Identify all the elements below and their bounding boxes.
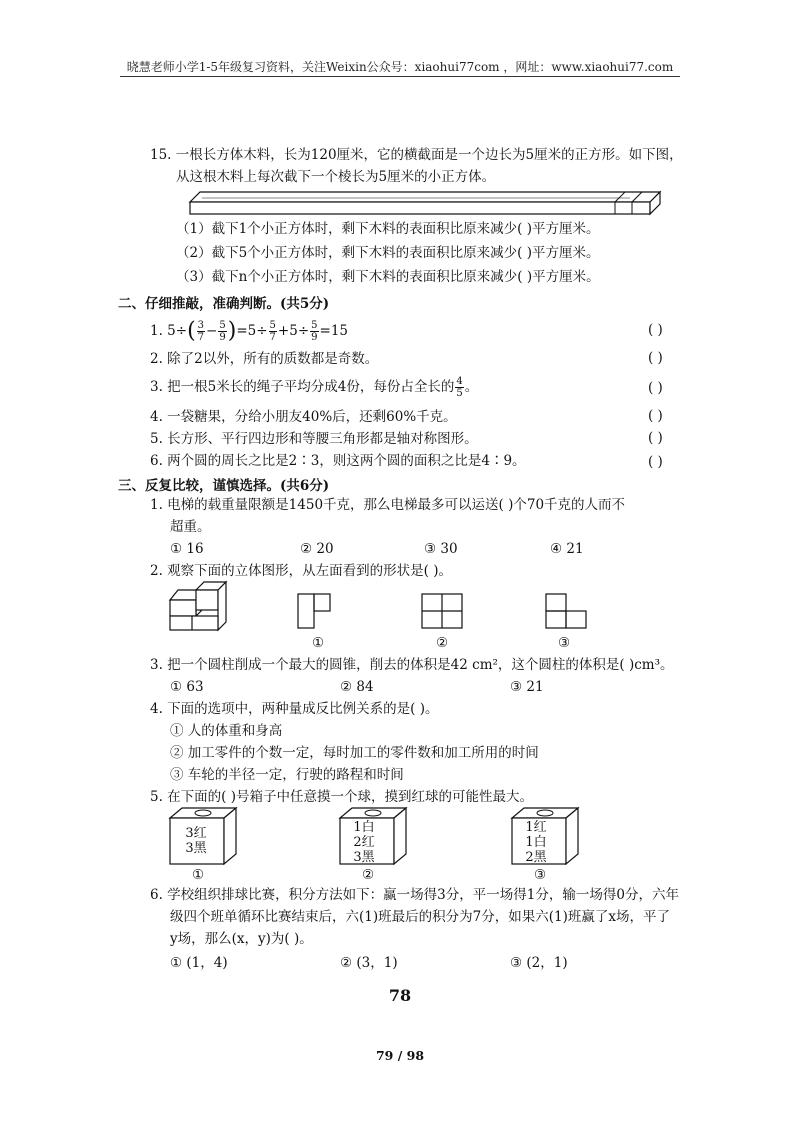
section2-title: 二、仔细推敲，准确判断。(共5分) [118,296,330,312]
judge-answer-6[interactable]: ( ) [648,454,663,470]
choice-q1-line1: 1. 电梯的载重量限额是1450千克，那么电梯最多可以运送( )个70千克的人而不 [150,497,626,513]
choice-q6-option-3[interactable]: ③ (2，1) [510,955,568,971]
judge-item-2: 2. 除了2以外，所有的质数都是奇数。 [150,351,379,367]
judge-answer-3[interactable]: ( ) [648,380,663,396]
judge-item-6: 6. 两个圆的周长之比是2∶3，则这两个圆的面积之比是4∶9。 [150,453,526,469]
choice-q5-text: 5. 在下面的( )号箱子中任意摸一个球，摸到红球的可能性最大。 [150,789,533,805]
ball-box-3-content: 1红 1白 2黑 [525,820,547,865]
judge-item-1: 1. 5÷( $\frac{3}{7}$ − $\frac{5}{9}$ )=5÷ $\frac{5}{7}$ +5÷ $\frac{5}{9}$ =15 [150,318,349,344]
choice-q6-option-2[interactable]: ② (3，1) [340,955,398,971]
wood-bar-figure [190,186,670,216]
view-option-2-label[interactable]: ② [436,635,449,651]
choice-q3-option-3[interactable]: ③ 21 [510,679,544,695]
cube-solid-figure [166,586,236,634]
choice-q1-line2: 超重。 [170,519,211,535]
section3-title: 三、反复比较，谨慎选择。(共6分) [118,478,330,494]
page-header: 晓慧老师小学1-5年级复习资料，关注Weixin公众号：xiaohui77com ，网址：www.xiaohui77.com [126,60,674,74]
page-footer: 79 / 98 [375,1048,425,1063]
judge-answer-2[interactable]: ( ) [648,350,663,366]
judge-answer-5[interactable]: ( ) [648,430,663,446]
ball-box-1-content: 3红 3黑 [185,826,207,856]
page-number: 78 [388,986,412,1005]
judge-item-4: 4. 一袋糖果，分给小朋友40%后，还剩60%千克。 [150,409,457,425]
choice-q6-option-1[interactable]: ① (1，4) [170,955,228,971]
choice-q3-text: 3. 把一个圆柱削成一个最大的圆锥，削去的体积是42 cm²，这个圆柱的体积是( )cm³。 [150,657,674,673]
q15-sub2: （2）截下5个小正方体时，剩下木料的表面积比原来减少( )平方厘米。 [176,245,600,261]
choice-q1-option-3[interactable]: ③ 30 [424,541,458,557]
choice-q6-line3: y场，那么(x，y)为( )。 [170,931,313,947]
judge-item-5: 5. 长方形、平行四边形和等腰三角形都是轴对称图形。 [150,431,478,447]
choice-q3-option-2[interactable]: ② 84 [340,679,374,695]
judge-answer-4[interactable]: ( ) [648,408,663,424]
header-divider [120,76,680,77]
ball-box-2-label[interactable]: ② [362,867,375,883]
choice-q3-option-1[interactable]: ① 63 [170,679,204,695]
choice-q4-option-3[interactable]: ③ 车轮的半径一定，行驶的路程和时间 [170,767,404,783]
q15-line2: 从这根木料上每次截下一个棱长为5厘米的小正方体。 [176,169,496,185]
view-option-2-figure [420,592,466,632]
choice-q1-option-4[interactable]: ④ 21 [550,541,584,557]
ball-box-3-label[interactable]: ③ [534,867,547,883]
judge-answer-1[interactable]: ( ) [648,322,663,338]
choice-q1-option-2[interactable]: ② 20 [300,541,334,557]
view-option-3-figure [544,592,590,632]
choice-q6-line1: 6. 学校组织排球比赛，积分方法如下：赢一场得3分，平一场得1分，输一场得0分，六年 [150,887,679,903]
view-option-1-label[interactable]: ① [312,635,325,651]
choice-q1-option-1[interactable]: ① 16 [170,541,204,557]
choice-q6-line2: 级四个班单循环比赛结束后，六(1)班最后的积分为7分，如果六(1)班赢了x场，平了 [170,909,670,925]
choice-q4-text: 4. 下面的选项中，两种量成反比例关系的是( )。 [150,701,439,717]
view-option-3-label[interactable]: ③ [558,635,571,651]
judge-item-3: 3. 把一根5米长的绳子平均分成4份，每份占全长的 $\frac{4}{5}$ 。 [150,376,479,399]
choice-q4-option-2[interactable]: ② 加工零件的个数一定，每时加工的零件数和加工所用的时间 [170,745,539,761]
choice-q2-text: 2. 观察下面的立体图形，从左面看到的形状是( )。 [150,563,452,579]
q15-line1: 15. 一根长方体木料，长为120厘米，它的横截面是一个边长为5厘米的正方形。如下图， [150,147,683,163]
ball-box-2-content: 1白 2红 3黑 [353,820,375,865]
ball-box-1-label[interactable]: ① [192,867,205,883]
view-option-1-figure [296,592,336,632]
q15-sub1: （1）截下1个小正方体时，剩下木料的表面积比原来减少( )平方厘米。 [176,221,600,237]
q15-sub3: （3）截下n个小正方体时，剩下木料的表面积比原来减少( )平方厘米。 [176,269,600,285]
choice-q4-option-1[interactable]: ① 人的体重和身高 [170,723,283,739]
